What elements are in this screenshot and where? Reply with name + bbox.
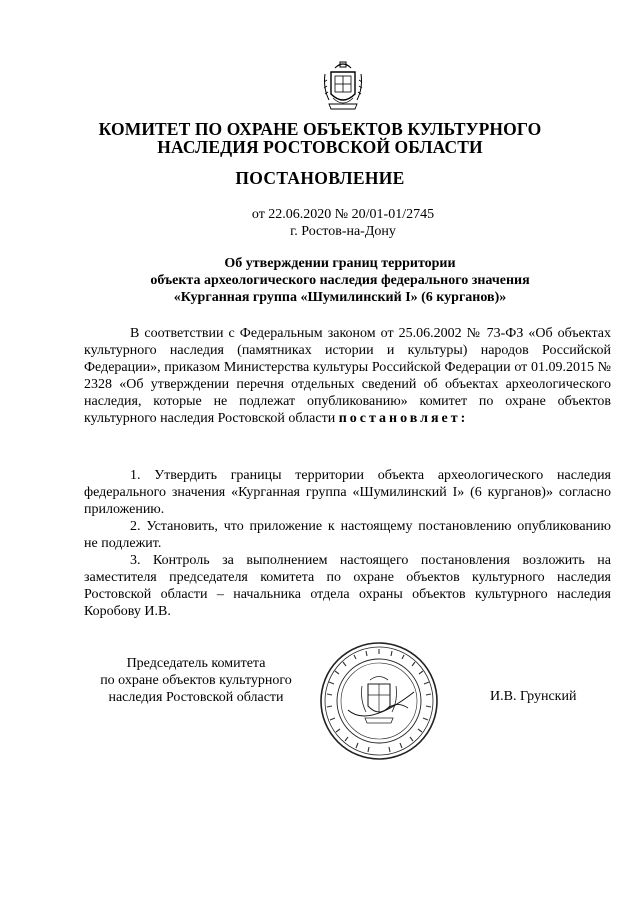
document-date-number: от 22.06.2020 № 20/01-01/2745	[251, 207, 435, 222]
document-city: г. Ростов-на-Дону	[290, 224, 396, 239]
intro-text: В соответствии с Федеральным законом от 25.06.2002 № 73-ФЗ «Об объектах культурного наследия (памятниках истории и культуры) народов Российской Федерации», приказом Министерства культуры Российской Федерации от 01.09.2015 № 2328 «Об утверждении перечня отдельных сведений об объектах археологического наследия, которые не подлежат опубликованию» комитет по охране объектов культурного наследия Ростовской области	[84, 326, 611, 426]
item-3-paragraph	[84, 552, 611, 620]
item-3-text: 3. Контроль за выполнением настоящего постановления возложить на заместителя председателя комитета по охране объектов культурного наследия Ростовской области – начальника отдела охраны объектов культурного наследия Коробову И.В.	[84, 553, 611, 619]
subject-line-2: объекта археологического наследия федерального значения	[150, 273, 530, 288]
official-seal-icon	[318, 640, 440, 762]
organization-name	[0, 120, 640, 156]
signatory-position	[86, 655, 306, 706]
coat-of-arms-icon	[321, 58, 365, 112]
document-type: ПОСТАНОВЛЕНИЕ	[235, 168, 405, 188]
document-subject	[130, 255, 550, 306]
intro-paragraph	[84, 325, 611, 427]
item-1-text: 1. Утвердить границы территории объекта археологического наследия федерального значения «Курганная группа «Шумилинский I» (6 курганов)» согласно приложению.	[84, 468, 611, 517]
item-2-paragraph	[84, 518, 611, 552]
signatory-line-2: по охране объектов культурного	[100, 673, 292, 688]
signatory-line-3: наследия Ростовской области	[108, 690, 284, 705]
signatory-line-1: Председатель комитета	[126, 656, 266, 671]
org-line-1: КОМИТЕТ ПО ОХРАНЕ ОБЪЕКТОВ КУЛЬТУРНОГО	[98, 119, 542, 139]
decree-word: постановляет:	[338, 411, 469, 426]
item-1-paragraph	[84, 467, 611, 518]
item-2-text: 2. Установить, что приложение к настоящему постановлению опубликованию не подлежит.	[84, 519, 611, 551]
signatory-name: И.В. Грунский	[490, 689, 577, 704]
subject-line-3: «Курганная группа «Шумилинский I» (6 курганов)»	[173, 290, 507, 305]
subject-line-1: Об утверждении границ территории	[224, 256, 456, 271]
org-line-2: НАСЛЕДИЯ РОСТОВСКОЙ ОБЛАСТИ	[157, 137, 483, 157]
